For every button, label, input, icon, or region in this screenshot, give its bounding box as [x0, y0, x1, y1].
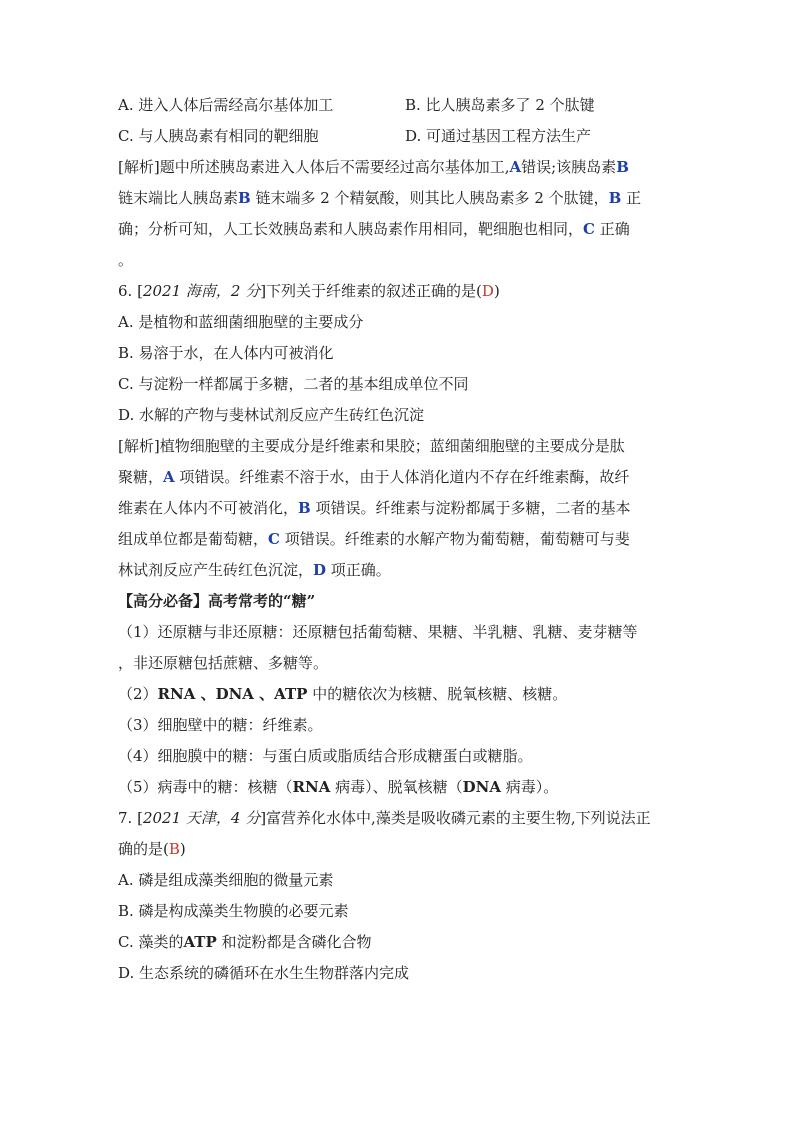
- q5-analysis-line: [118, 245, 678, 276]
- analysis-text: 链末端多 2 个精氨酸，则其比人胰岛素多 2 个肽键，: [250, 189, 609, 207]
- analysis-text: 项错误。纤维素的水解产物为葡萄糖，葡萄糖可与斐: [279, 530, 630, 548]
- option-ref: B: [238, 189, 251, 207]
- tips-term: RNA: [292, 778, 331, 796]
- tips-term: DNA: [462, 778, 502, 796]
- option-text: 和淀粉都是含磷化合物: [216, 933, 372, 951]
- question-number: 7. [: [118, 809, 143, 827]
- question-text: ]富营养化水体中,藻类是吸收磷元素的主要生物,下列说法正: [260, 809, 651, 827]
- q5-option-b: B. 比人胰岛素多了 2 个肽键: [405, 96, 595, 114]
- tips-item-5: [118, 772, 678, 803]
- document-content: [118, 90, 678, 989]
- tips-text: 病毒）。: [501, 778, 559, 796]
- analysis-text: 确；分析可知，人工长效胰岛素和人胰岛素作用相同，靶细胞也相同，: [118, 220, 584, 238]
- option-ref: A: [509, 158, 522, 176]
- analysis-text: 项错误。纤维素与淀粉都属于多糖，二者的基本: [310, 499, 631, 517]
- analysis-text: 组成单位都是葡萄糖，: [118, 530, 269, 548]
- q6-analysis-line: [118, 462, 678, 493]
- q7-option-d: D. 生态系统的磷循环在水生生物群落内完成: [118, 964, 410, 982]
- q5-options-row-2: [118, 121, 678, 152]
- q7-stem-cont: [118, 834, 678, 865]
- q5-analysis-line: [118, 183, 678, 214]
- option-ref: B: [298, 499, 311, 517]
- q6-option-d: D. 水解的产物与斐林试剂反应产生砖红色沉淀: [118, 406, 425, 424]
- question-source: 2021 天津，4 分: [142, 809, 261, 827]
- tips-item-2: [118, 679, 678, 710]
- option-text: C. 藻类的: [118, 933, 184, 951]
- q5-options-row-1: [118, 90, 678, 121]
- analysis-text: 项错误。纤维素不溶于水，由于人体消化道内不存在纤维素酶，故纤: [174, 468, 630, 486]
- tips-term: RNA 、DNA 、ATP: [157, 685, 308, 703]
- q7-stem: [118, 803, 678, 834]
- q6-option-b: B. 易溶于水，在人体内可被消化: [118, 344, 334, 362]
- question-text: ]下列关于纤维素的叙述正确的是(: [260, 282, 482, 300]
- q5-option-a: A. 进入人体后需经高尔基体加工: [118, 96, 334, 114]
- q5-option-c: C. 与人胰岛素有相同的靶细胞: [118, 127, 319, 145]
- question-number: 6. [: [118, 282, 143, 300]
- q5-analysis-line: [118, 214, 678, 245]
- answer-mark: B: [168, 840, 180, 858]
- answer-mark: D: [481, 282, 494, 300]
- option-ref: B: [616, 158, 629, 176]
- analysis-text: 林试剂反应产生砖红色沉淀，: [118, 561, 314, 579]
- tips-item-3: （3）细胞壁中的糖：纤维素。: [118, 716, 323, 734]
- tips-text: （2）: [118, 685, 158, 703]
- q6-option-c: C. 与淀粉一样都属于多糖，二者的基本组成单位不同: [118, 375, 469, 393]
- tips-text: 病毒）、脱氧核糖（: [330, 778, 463, 796]
- q7-option-c: [118, 927, 678, 958]
- q6-analysis-line: [118, 524, 678, 555]
- q6-stem: [118, 276, 678, 307]
- analysis-text: 正确: [594, 220, 630, 238]
- q5-analysis-line: [118, 152, 678, 183]
- tips-title: 【高分必备】高考常考的“糖”: [118, 592, 316, 610]
- question-text: ): [493, 282, 500, 300]
- tips-item-1: （1）还原糖与非还原糖：还原糖包括葡萄糖、果糖、半乳糖、乳糖、麦芽糖等: [118, 623, 638, 641]
- q7-option-a: A. 磷是组成藻类细胞的微量元素: [118, 871, 334, 889]
- analysis-text: 链末端比人胰岛素: [118, 189, 239, 207]
- option-ref: A: [163, 468, 175, 486]
- q6-analysis-line: [118, 555, 678, 586]
- q6-option-a: A. 是植物和蓝细菌细胞壁的主要成分: [118, 313, 364, 331]
- option-term: ATP: [183, 933, 217, 951]
- question-text: ): [179, 840, 186, 858]
- option-ref: C: [583, 220, 595, 238]
- analysis-text: 正: [621, 189, 642, 207]
- q7-option-b: B. 磷是构成藻类生物膜的必要元素: [118, 902, 349, 920]
- analysis-text: 错误;该胰岛素: [521, 158, 617, 176]
- question-source: 2021 海南，2 分: [142, 282, 261, 300]
- tips-item-4: （4）细胞膜中的糖：与蛋白质或脂质结合形成糖蛋白或糖脂。: [118, 747, 533, 765]
- analysis-text: 项正确。: [326, 561, 391, 579]
- analysis-text: 聚糖，: [118, 468, 164, 486]
- q5-option-d: D. 可通过基因工程方法生产: [405, 127, 592, 145]
- analysis-text: 维素在人体内不可被消化，: [118, 499, 299, 517]
- analysis-text: 。: [118, 251, 134, 269]
- q6-analysis-line: [118, 493, 678, 524]
- tips-text: 中的糖依次为核糖、脱氧核糖、核糖。: [307, 685, 568, 703]
- option-ref: C: [268, 530, 280, 548]
- tips-item-1-cont: ，非还原糖包括蔗糖、多糖等。: [118, 654, 329, 672]
- tips-text: （5）病毒中的糖：核糖（: [118, 778, 293, 796]
- option-ref: B: [608, 189, 622, 207]
- option-ref: D: [313, 561, 327, 579]
- analysis-text: [解析]题中所述胰岛素进入人体后不需要经过高尔基体加工,: [118, 158, 510, 176]
- q6-analysis-line: [解析]植物细胞壁的主要成分是纤维素和果胶；蓝细菌细胞壁的主要成分是肽: [118, 437, 625, 455]
- question-text: 确的是(: [118, 840, 169, 858]
